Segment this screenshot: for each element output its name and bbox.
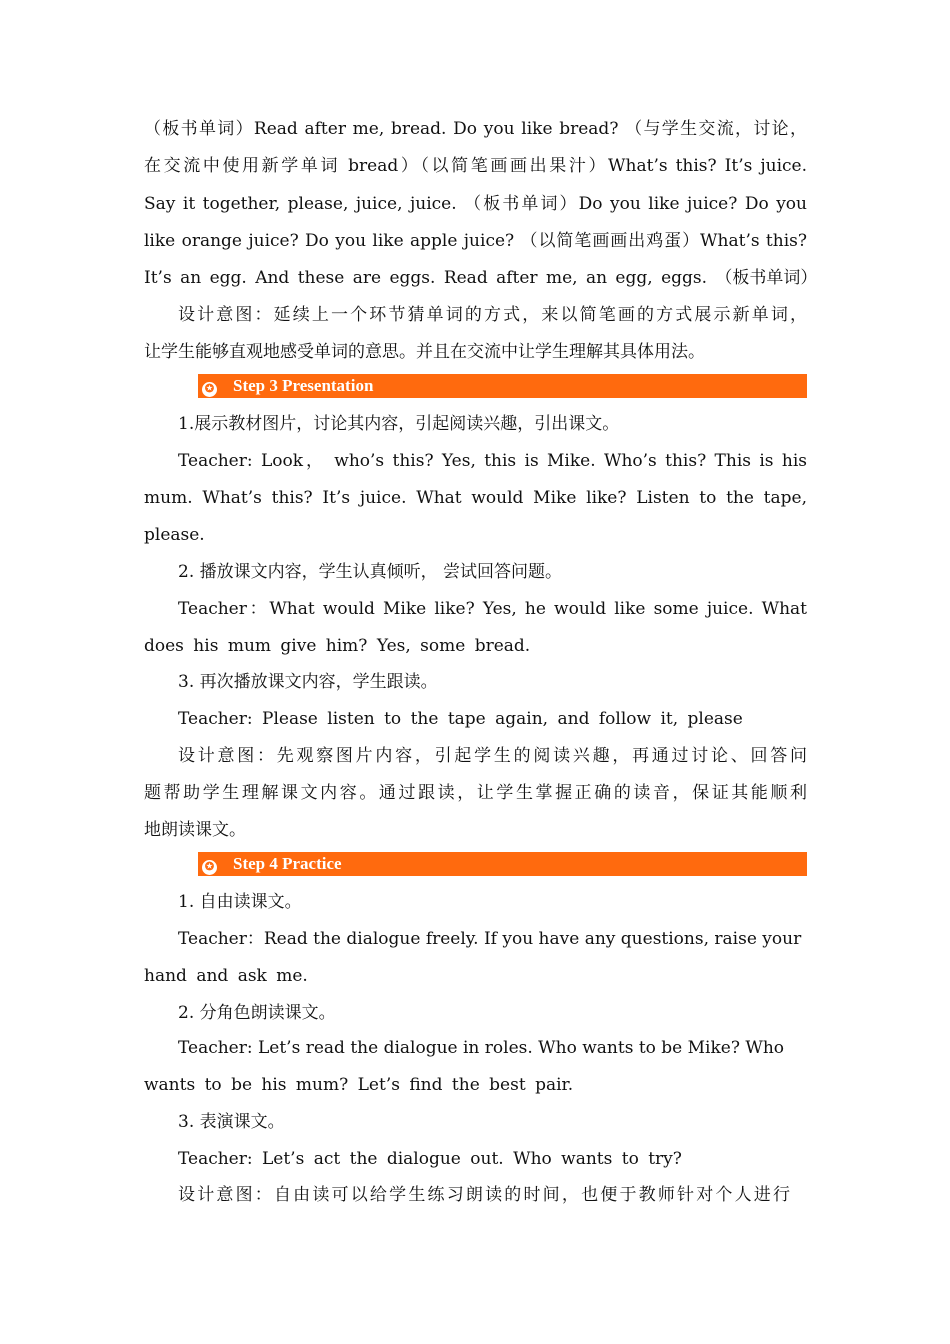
text-line: 1. 自由读课文。 <box>178 892 302 912</box>
text-line: wants to be his mum? Let’s find the best pair. <box>144 1075 574 1095</box>
design-intent-line: 设计意图：自由读可以给学生练习朗读的时间，也便于教师针对个人进行 <box>178 1185 790 1205</box>
text-line: 3. 再次播放课文内容，学生跟读。 <box>178 672 438 692</box>
text-line: 2. 分角色朗读课文。 <box>178 1003 336 1023</box>
design-intent-line: 让学生能够直观地感受单词的意思。并且在交流中让学生理解其具体用法。 <box>144 342 705 362</box>
text-line: Teacher: Let’s act the dialogue out. Who wants to try? <box>178 1149 682 1169</box>
text-line: please. <box>144 525 205 545</box>
text-line: It’s an egg. And these are eggs. Read after me, an egg, eggs. （板书单词） <box>144 268 818 288</box>
text-line: Say it together, please, juice, juice. （板书单词）Do you like juice? Do you <box>144 194 807 214</box>
text-line: 1.展示教材图片，讨论其内容，引起阅读兴趣，引出课文。 <box>178 414 620 434</box>
text-line: Teacher：What would Mike like? Yes, he would like some juice. What <box>178 599 807 619</box>
text-line: like orange juice? Do you like apple juice? （以简笔画画出鸡蛋）What’s this? <box>144 231 807 251</box>
section-header-label: Step 4 Practice <box>233 854 342 873</box>
section-header-step3 <box>198 374 807 398</box>
section-header-step4 <box>198 852 807 876</box>
text-line: 2. 播放课文内容，学生认真倾听， 尝试回答问题。 <box>178 562 563 582</box>
design-intent-line: 地朗读课文。 <box>144 820 246 840</box>
text-line: Teacher：Read the dialogue freely. If you have any questions, raise your <box>178 929 802 949</box>
design-intent-line: 设计意图：先观察图片内容，引起学生的阅读兴趣，再通过讨论、回答问 <box>178 746 807 766</box>
star-circle-icon: ✪ <box>202 382 217 397</box>
section-header-label: Step 3 Presentation <box>233 376 374 395</box>
text-line: hand and ask me. <box>144 966 308 986</box>
text-line: Teacher: Please listen to the tape again, and follow it, please <box>178 709 743 729</box>
text-line: Teacher: Let’s read the dialogue in roles. Who wants to be Mike? Who <box>178 1038 785 1058</box>
star-circle-icon: ✪ <box>202 860 217 875</box>
text-line: Teacher: Look， who’s this? Yes, this is Mike. Who’s this? This is his <box>178 451 807 471</box>
text-line: does his mum give him? Yes, some bread. <box>144 636 531 656</box>
text-line: （板书单词）Read after me, bread. Do you like bread? （与学生交流，讨论， <box>144 119 807 139</box>
text-line: 3. 表演课文。 <box>178 1112 285 1132</box>
design-intent-line: 设计意图：延续上一个环节猜单词的方式，来以简笔画的方式展示新单词， <box>178 305 807 325</box>
design-intent-line: 题帮助学生理解课文内容。通过跟读，让学生掌握正确的读音，保证其能顺利 <box>144 783 807 803</box>
text-line: mum. What’s this? It’s juice. What would Mike like? Listen to the tape, <box>144 488 807 508</box>
text-line: 在交流中使用新学单词 bread）（以简笔画画出果汁）What’s this? It’s juice. <box>144 156 807 176</box>
